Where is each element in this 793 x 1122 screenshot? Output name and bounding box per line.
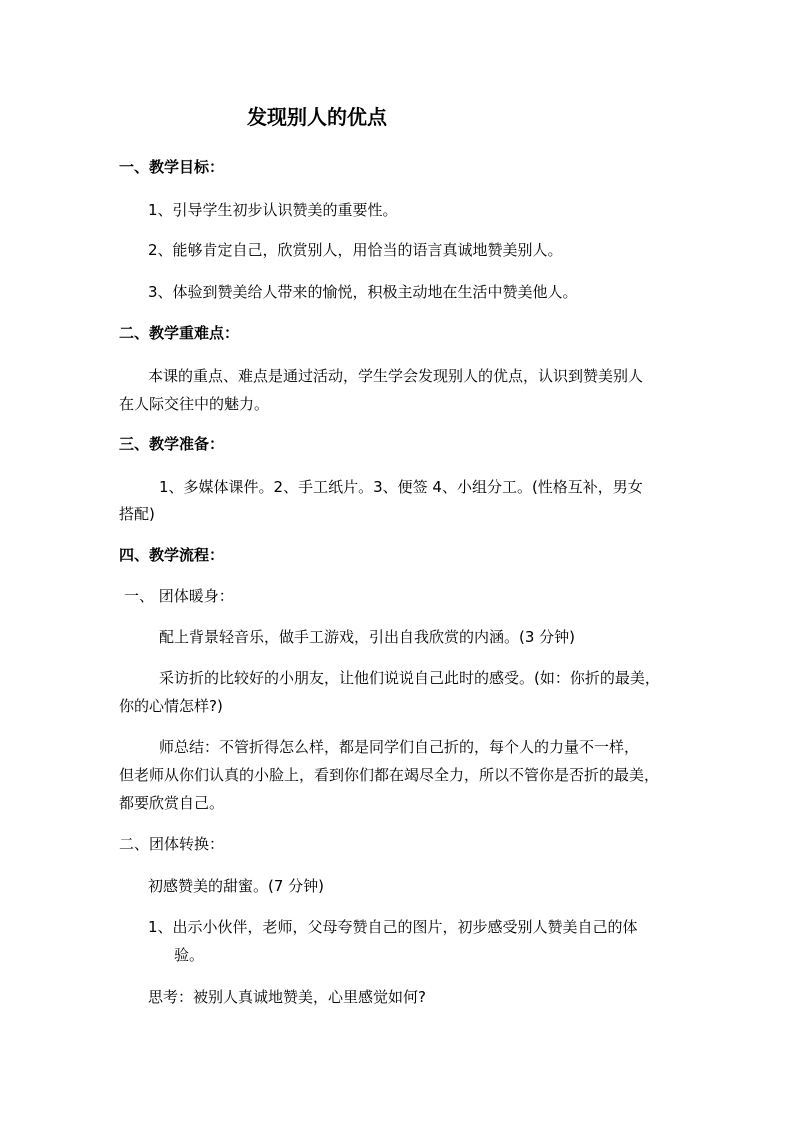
paragraph-line: 你的心情怎样?) <box>119 697 223 715</box>
page-title: 发现别人的优点 <box>247 105 387 129</box>
paragraph-line: 搭配) <box>119 505 155 523</box>
subsection-heading-transition: 二、团体转换： <box>119 835 225 853</box>
paragraph-line: 都要欣赏自己。 <box>119 794 225 812</box>
paragraph-line: 采访折的比较好的小朋友，让他们说说自己此时的感受。(如：你折的最美， <box>159 669 660 687</box>
section-heading-process: 四、教学流程： <box>119 546 225 564</box>
goal-item: 3、体验到赞美给人带来的愉悦，积极主动地在生活中赞美他人。 <box>148 283 578 301</box>
section-heading-preparation: 三、教学准备： <box>119 435 225 453</box>
list-item-continuation: 验。 <box>174 946 205 964</box>
paragraph-line: 师总结：不管折得怎么样，都是同学们自己折的，每个人的力量不一样， <box>159 738 640 756</box>
subsection-heading-warmup: 一、 团体暖身： <box>124 587 234 605</box>
section-heading-key-points: 二、教学重难点： <box>119 324 240 342</box>
paragraph-line: 在人际交往中的魅力。 <box>119 395 270 413</box>
paragraph-line: 初感赞美的甜蜜。(7 分钟) <box>148 877 325 895</box>
paragraph-line: 配上背景轻音乐，做手工游戏，引出自我欣赏的内涵。(3 分钟) <box>159 628 576 646</box>
list-item: 1、出示小伙伴，老师，父母夸赞自己的图片，初步感受别人赞美自己的体 <box>148 918 638 936</box>
goal-item: 2、能够肯定自己，欣赏别人，用恰当的语言真诚地赞美别人。 <box>148 241 563 259</box>
paragraph-line: 1、多媒体课件。2、手工纸片。3、便签 4、小组分工。(性格互补，男女 <box>159 478 643 496</box>
paragraph-line: 但老师从你们认真的小脸上，看到你们都在竭尽全力，所以不管你是否折的最美， <box>119 766 660 784</box>
section-heading-goals: 一、教学目标： <box>119 158 225 176</box>
goal-item: 1、引导学生初步认识赞美的重要性。 <box>148 201 398 219</box>
paragraph-line: 本课的重点、难点是通过活动，学生学会发现别人的优点，认识到赞美别人 <box>148 367 644 385</box>
paragraph-line: 思考：被别人真诚地赞美，心里感觉如何? <box>148 988 426 1006</box>
